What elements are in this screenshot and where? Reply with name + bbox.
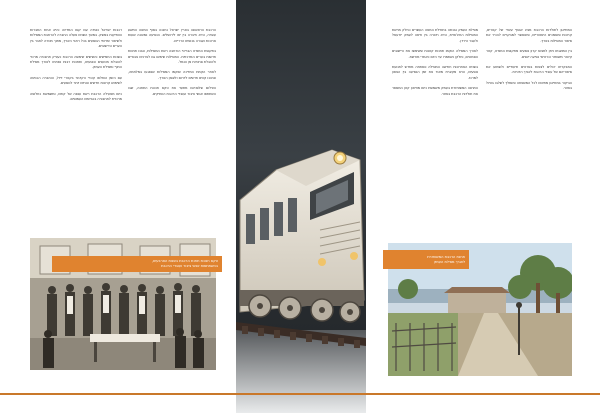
caption-line: לאורך מסילת העמק [433, 259, 465, 264]
bottom-rule [0, 393, 600, 395]
paragraph: כיום מפעילה הרכבת רשת ענפה של קווים, ומשמשת כחלופה מרכזית לתחבורה בכבישים העמוסים. [30, 91, 122, 102]
paragraph: המבקרים יכולים לצפות בסרטים תיעודיים ולשמוע את סיפוריהם של עובדי הרכבת לאורך הדורות. [486, 65, 572, 75]
paragraph: הרכבת הראשונה בארץ ישראל נחנכה בסוף המאה התשע עשרה, והיא חיברה בין יפו לירושלים. הנסיעה נמשכה שעות ארוכות ועברה בנופים הרריים. [128, 28, 216, 43]
caption-line: בהשתתפות אנשי ציבור ועובדי הרכבת [161, 264, 218, 268]
text-column-far-right [486, 28, 572, 234]
paragraph: המוזיאון לתולדות הרכבת מציג אוסף עשיר של קטרים, קרונות ומסמכים היסטוריים, ומאפשר למבקרים להכיר את סיפור המסילות בארץ. [486, 28, 572, 43]
locomotive-photo [236, 0, 366, 413]
paragraph: בין המוצגים ניתן למצוא קרון נוסעים מתקופת המנדט, קטר קיטור משוחזר וכרטיסי נסיעה ישנים. [486, 49, 572, 59]
paragraph: רכבות ישראל נוסדה עם קום המדינה והיא אחת החברות הוותיקות במשק. במשך השנים פעלה החברה להרחבת המסילות ולשיפור שירותי הנוסעים בכל רחבי הארץ, מתוך מטרה לחבר בין הערים והיישובים. [30, 28, 122, 49]
paragraph: עם הזמן הוחלפו קטרי הקיטור בקטרי דיזל, והחברה הכניסה לשימוש קרונות חדשים ונוחים יותר לנוסעים. [30, 75, 122, 86]
text-column-left [128, 28, 216, 231]
caption-line: טקס חנוכת תחנת הרכבת בשנות הארבעים, [151, 259, 218, 263]
paragraph: מסילת העמק נבנתה בתחילת המאה העשרים כחלק מרשת המסילות החיג'אזית, והיא חיברה בין חיפה לעמק יזרעאל ולעבר הירדן. [392, 28, 478, 43]
paragraph: לאורך המסילה הוקמו תחנות קטנות ששימשו את היישובים הסמוכים, וחלקן נשתמרו עד היום כאתרי מורשת. [392, 49, 478, 59]
photo-caption-left [52, 256, 222, 272]
text-column-far-left [30, 28, 122, 231]
caption-line: תחנת הרכבת המשוחזרת [427, 254, 465, 259]
paragraph: הצילום שלפניכם מתעד את טקס חנוכת התחנה, שבו השתתפו אנשי ציבור ועובדי הרכבת הוותיקים. [128, 86, 216, 96]
paragraph: לאחר הקמת המדינה שוקמו המסילות שנפגעו במלחמה, ונחנכו קווים חדשים לדרום ולצפון הארץ. [128, 70, 216, 80]
text-column-right [392, 28, 478, 234]
paragraph: בשנות החמישים והשישים שימשה הרכבת כעורק תחבורה מרכזי להובלת מטענים ונוסעים, ותחנות רבות נפתחו לאורך מסילת החוף ומסילת העמק. [30, 54, 122, 70]
paragraph: הביקור במוזיאון מתאים לכל המשפחה ומומלץ לשלבו בטיול באזור. [486, 80, 572, 91]
photo-caption-right [383, 250, 469, 269]
paragraph: בשנים האחרונות חודשה המסילה ונפתחה מחדש לתנועת נוסעים, והיא מקצרת מאוד את זמן הנסיעה בין הצפון למרכז. [392, 65, 478, 80]
paragraph: בתקופת המנדט הבריטי הורחבה רשת המסילות, ונבנו תחנות חדשות בערים המרכזיות. המסילות שימשו גם לצרכים צבאיים ולהובלת סחורות מן הנמל. [128, 49, 216, 65]
paragraph: התחנה המשוחזרת בעמק משמשת כיום מוזיאון קטן המספר את תולדות הרכבת באזור. [392, 86, 478, 96]
